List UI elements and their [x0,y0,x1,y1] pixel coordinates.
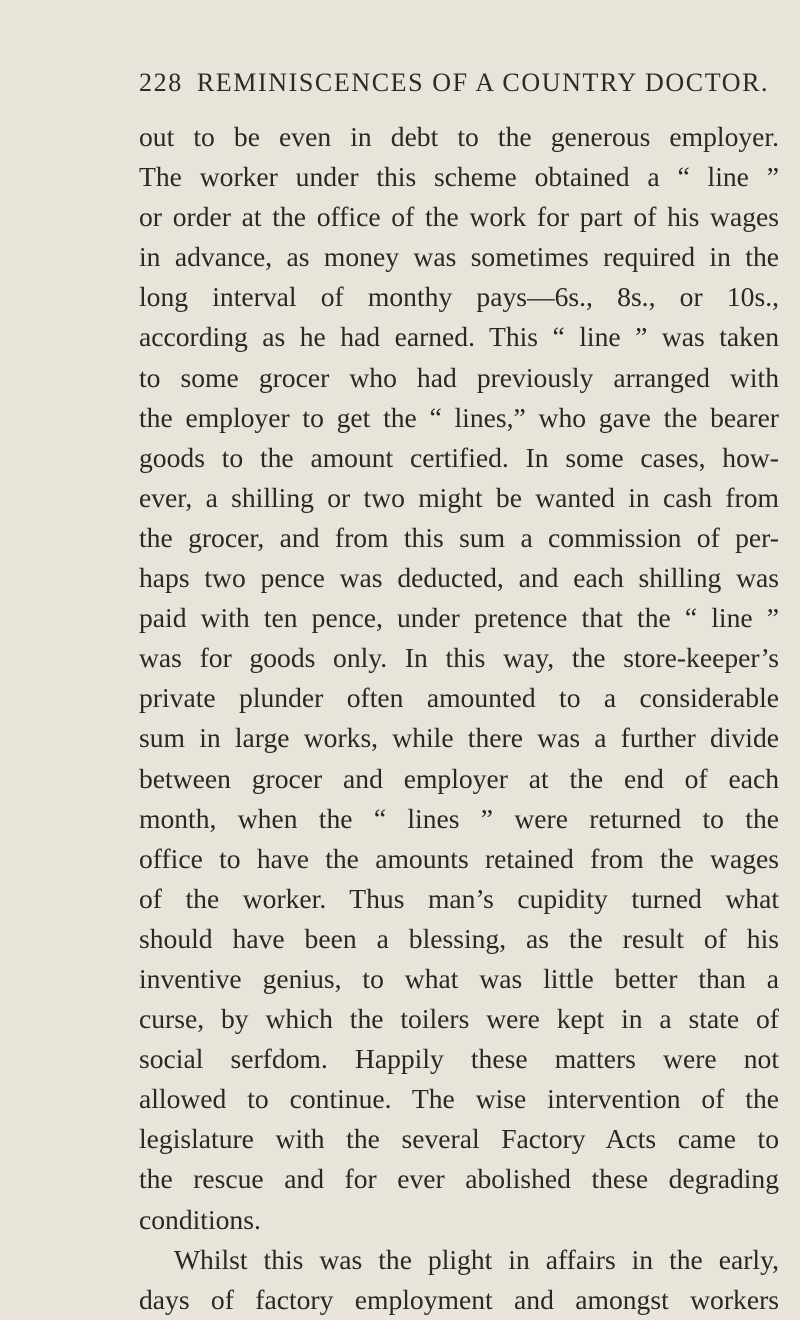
text-line: between grocer and employer at the end of each [139,762,779,794]
text-line: The worker under this scheme obtained a “ line ” [139,161,779,193]
running-head [139,68,779,98]
text-line: month, when the “ lines ” were returned to the [139,802,779,834]
text-line: in advance, as money was sometimes required in the [139,241,779,273]
page-number: 228 [139,68,183,97]
text-line: of the worker. Thus man’s cupidity turned what [139,882,779,914]
text-line-paragraph-end: conditions. [139,1203,261,1235]
text-line-paragraph-start: Whilst this was the plight in affairs in the early, [174,1243,779,1275]
text-line: legislature with the several Factory Acts came to [139,1123,779,1155]
text-line: to some grocer who had previously arranged with [139,361,779,393]
text-line: days of factory employment and amongst workers [139,1283,779,1315]
text-line: haps two pence was deducted, and each shilling was [139,562,779,594]
text-line: the grocer, and from this sum a commission of per- [139,521,779,553]
text-line: goods to the amount certified. In some cases, how- [139,441,779,473]
text-line: paid with ten pence, under pretence that the “ line ” [139,602,779,634]
text-line: inventive genius, to what was little better than a [139,962,779,994]
text-line: office to have the amounts retained from the wages [139,842,779,874]
text-line: was for goods only. In this way, the store-keeper’s [139,642,779,674]
text-line: according as he had earned. This “ line ” was taken [139,321,779,353]
text-line: allowed to continue. The wise intervention of the [139,1083,779,1115]
body-text [139,117,779,1320]
text-line: out to be even in debt to the generous employer. [139,121,779,152]
text-line: curse, by which the toilers were kept in a state of [139,1003,779,1035]
text-line: long interval of monthy pays—6s., 8s., or 10s., [139,281,779,313]
text-line: should have been a blessing, as the result of his [139,922,779,954]
text-line: sum in large works, while there was a further divide [139,722,779,754]
text-line: private plunder often amounted to a considerable [139,682,779,714]
text-line: social serfdom. Happily these matters were not [139,1043,779,1075]
running-title: REMINISCENCES OF A COUNTRY DOCTOR. [196,68,770,97]
text-line: ever, a shilling or two might be wanted in cash from [139,481,779,513]
text-line: the rescue and for ever abolished these degrading [139,1163,779,1195]
text-line: or order at the office of the work for part of his wages [139,201,779,233]
text-line: the employer to get the “ lines,” who gave the bearer [139,401,779,433]
